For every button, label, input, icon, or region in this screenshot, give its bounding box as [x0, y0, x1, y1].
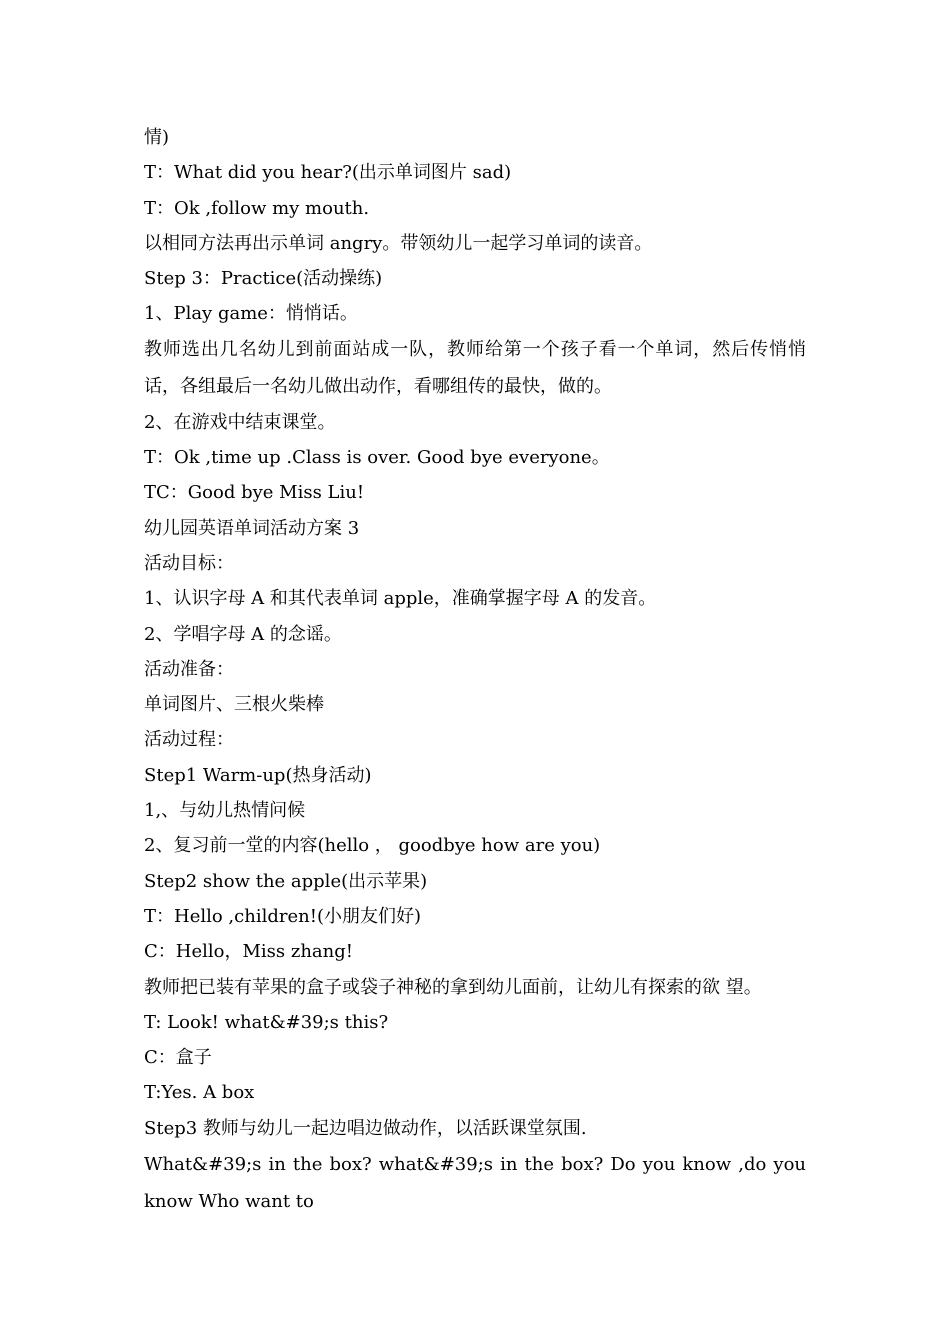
text-line: Step3 教师与幼儿一起边唱边做动作，以活跃课堂氛围. — [144, 1117, 587, 1139]
text-line: Step1 Warm-up(热身活动) — [144, 764, 372, 786]
text-line: Step 3：Practice(活动操练) — [144, 268, 383, 290]
text-line: 1、Play game：悄悄话。 — [144, 303, 358, 325]
text-line: 1、认识字母 A 和其代表单词 apple，准确掌握字母 A 的发音。 — [144, 588, 657, 610]
text-line: T: Look! what&#39;s this? — [144, 1011, 389, 1033]
text-line: 单词图片、三根火柴棒 — [144, 694, 324, 716]
text-line: 情) — [144, 127, 170, 148]
text-line: 以相同方法再出示单词 angry。带领幼儿一起学习单词的读音。 — [144, 232, 653, 254]
paragraph-song: What&#39;s in the box? what&#39;s in the box? Do you know ,do you know Who want to — [144, 1154, 806, 1213]
text-line: T：What did you hear?(出示单词图片 sad) — [144, 162, 512, 184]
text-line: C：盒子 — [144, 1047, 212, 1069]
text-line: T:Yes. A box — [144, 1082, 255, 1104]
document-body — [144, 120, 806, 1220]
text-line: 1,、与幼儿热情问候 — [144, 800, 306, 822]
text-line: T：Ok ,time up .Class is over. Good bye everyone。 — [144, 447, 610, 469]
heading-preparation: 活动准备： — [144, 658, 234, 680]
text-line: T：Ok ,follow my mouth. — [144, 197, 370, 219]
text-line: T：Hello ,children!(小朋友们好) — [144, 905, 421, 927]
text-line: 2、复习前一堂的内容(hello ， goodbye how are you) — [144, 835, 601, 857]
text-line: Step2 show the apple(出示苹果) — [144, 870, 428, 892]
heading-goals: 活动目标： — [144, 552, 234, 574]
paragraph-whisper-game: 教师选出几名幼儿到前面站成一队，教师给第一个孩子看一个单词，然后传悄悄话，各组最后一名幼儿做出动作，看哪组传的最快，做的。 — [144, 338, 806, 397]
text-line: 2、学唱字母 A 的念谣。 — [144, 623, 342, 645]
text-line: 2、在游戏中结束课堂。 — [144, 411, 336, 433]
text-line: TC：Good bye Miss Liu! — [144, 482, 365, 504]
section-title: 幼儿园英语单词活动方案 3 — [144, 517, 360, 539]
text-line: 教师把已装有苹果的盒子或袋子神秘的拿到幼儿面前，让幼儿有探索的欲 望。 — [144, 976, 762, 998]
heading-process: 活动过程： — [144, 729, 234, 751]
text-line: C：Hello，Miss zhang! — [144, 941, 354, 963]
